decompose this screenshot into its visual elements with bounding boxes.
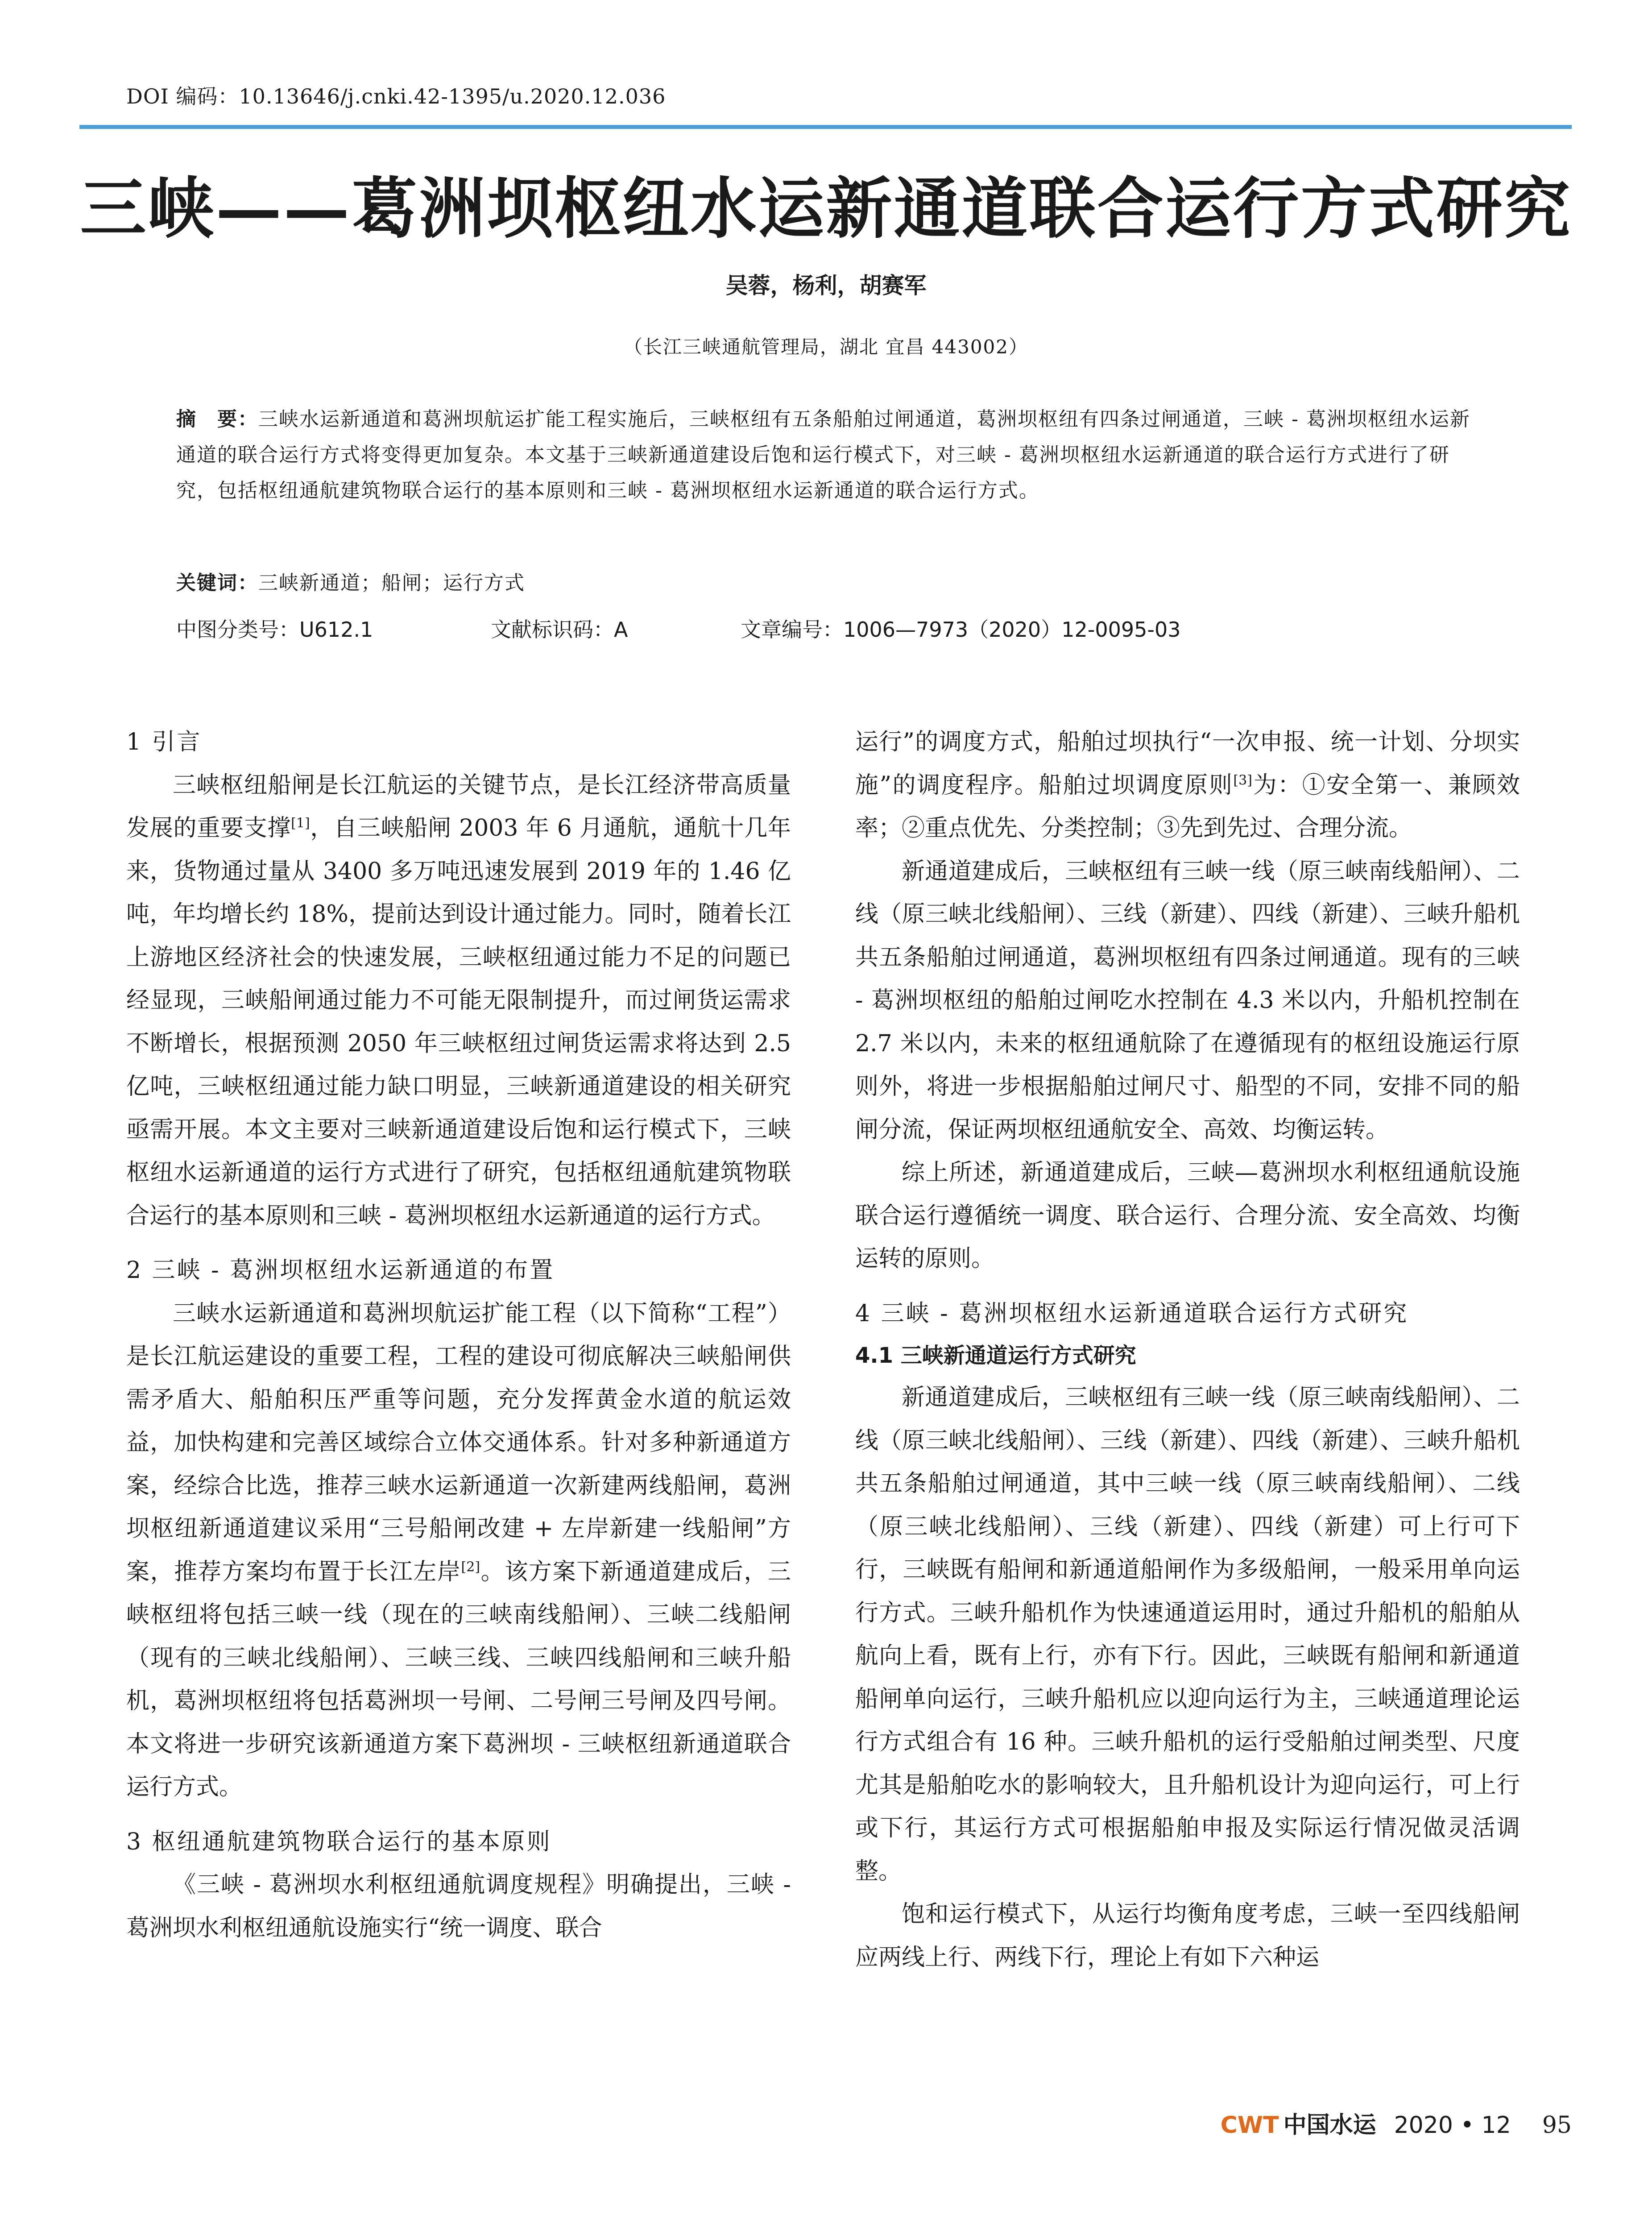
document-code: 文献标识码：A [491, 618, 628, 642]
page-number: 95 [1542, 2112, 1572, 2139]
citation-1: [1] [291, 815, 310, 831]
section-heading-2: 2 三峡 - 葛洲坝枢纽水运新通道的布置 [126, 1257, 555, 1284]
keywords-label: 关键词： [176, 572, 258, 594]
section-3-paragraph-3: 综上所述，新通道建成后，三峡—葛洲坝水利枢纽通航设施联合运行遵循统一调度、联合运行、合理分流、安全高效、均衡运转的原则。 [855, 1159, 1520, 1272]
page-footer [1221, 2106, 1572, 2140]
section-heading-1: 1 引言 [126, 729, 202, 755]
section-1-paragraph: 三峡枢纽船闸是长江航运的关键节点，是长江经济带高质量发展的重要支撑[1]，自三峡船闸 2003 年 6 月通航，通航十几年来，货物通过量从 3400 多万吨迅速发展到 2019 年的 1.46 亿吨，年均增长约 18%，提前达到设计通过能力。同时，随着长江上游地区经济社会的快速发展，三峡枢纽通过能力不足的问题已经显现，三峡船闸通过能力不可能无限制提升，而过闸货运需求不断增长，根据预测 2050 年三峡枢纽过闸货运需求将达到 2.5 亿吨，三峡枢纽通过能力缺口明显，三峡新通道建设的相关研究亟需开展。本文主要对三峡新通道建设后饱和运行模式下，三峡枢纽水运新通道的运行方式进行了研究，包括枢纽通航建筑物联合运行的基本原则和三峡 - 葛洲坝枢纽水运新通道的运行方式。 [126, 771, 791, 1229]
citation-2: [2] [461, 1559, 480, 1575]
abstract-label: 摘 要： [176, 408, 258, 431]
keywords [176, 567, 525, 595]
journal-name: 中国水运 [1283, 2111, 1376, 2139]
header-rule [79, 125, 1572, 129]
affiliation: （长江三峡通航管理局，湖北 宜昌 443002） [623, 336, 1029, 358]
section-3-paragraph-1: 《三峡 - 葛洲坝水利枢纽通航调度规程》明确提出，三峡 - 葛洲坝水利枢纽通航设施实行“统一调度、联合 [126, 1871, 791, 1941]
subsection-heading-4-1: 4.1 三峡新通道运行方式研究 [855, 1343, 1136, 1368]
issue-date: 2020 • 12 [1394, 2112, 1511, 2139]
section-2-paragraph: 三峡水运新通道和葛洲坝航运扩能工程（以下简称“工程”）是长江航运建设的重要工程，工程的建设可彻底解决三峡船闸供需矛盾大、船舶积压严重等问题，充分发挥黄金水道的航运效益，加快构建和完善区域综合立体交通体系。针对多种新通道方案，经综合比选，推荐三峡水运新通道一次新建两线船闸，葛洲坝枢纽新通道建议采用“三号船闸改建 + 左岸新建一线船闸”方案，推荐方案均布置于长江左岸[2]。该方案下新通道建成后，三峡枢纽将包括三峡一线（现在的三峡南线船闸）、三峡二线船闸（现有的三峡北线船闸）、三峡三线、三峡四线船闸和三峡升船机，葛洲坝枢纽将包括葛洲坝一号闸、二号闸三号闸及四号闸。本文将进一步研究该新通道方案下葛洲坝 - 三峡枢纽新通道联合运行方式。 [126, 1300, 791, 1800]
journal-logo: CWT [1220, 2112, 1279, 2139]
keywords-text: 三峡新通道；船闸；运行方式 [258, 572, 525, 594]
section-4-1-paragraph-2: 饱和运行模式下，从运行均衡角度考虑，三峡一至四线船闸应两线上行、两线下行，理论上有如下六种运 [855, 1901, 1520, 1971]
citation-3: [3] [1233, 772, 1252, 788]
section-4-1-paragraph-1: 新通道建成后，三峡枢纽有三峡一线（原三峡南线船闸）、二线（原三峡北线船闸）、三线（新建）、四线（新建）、三峡升船机共五条船舶过闸通道，其中三峡一线（原三峡南线船闸）、二线（原三峡北线船闸）、三线（新建）、四线（新建）可上行可下行，三峡既有船闸和新通道船闸作为多级船闸，一般采用单向运行方式。三峡升船机作为快速通道运用时，通过升船机的船舶从航向上看，既有上行，亦有下行。因此，三峡既有船闸和新通道船闸单向运行，三峡升船机应以迎向运行为主，三峡通道理论运行方式组合有 16 种。三峡升船机的运行受船舶过闸类型、尺度尤其是船舶吃水的影响较大，且升船机设计为迎向运行，可上行或下行，其运行方式可根据船舶申报及实际运行情况做灵活调整。 [855, 1384, 1520, 1885]
right-column [855, 721, 1520, 1979]
authors: 吴蓉，杨利，胡赛军 [725, 273, 927, 299]
section-3-paragraph-2: 新通道建成后，三峡枢纽有三峡一线（原三峡南线船闸）、二线（原三峡北线船闸）、三线（新建）、四线（新建）、三峡升船机共五条船舶过闸通道，葛洲坝枢纽有四条过闸通道。现有的三峡 - 葛洲坝枢纽的船舶过闸吃水控制在 4.3 米以内，升船机控制在 2.7 米以内，未来的枢纽通航除了在遵循现有的枢纽设施运行原则外，将进一步根据船舶过闸尺寸、船型的不同，安排不同的船闸分流，保证两坝枢纽通航安全、高效、均衡运转。 [855, 858, 1520, 1143]
article-number: 文章编号：1006—7973（2020）12-0095-03 [741, 618, 1181, 642]
section-heading-3: 3 枢纽通航建筑物联合运行的基本原则 [126, 1828, 552, 1855]
article-title: 三峡——葛洲坝枢纽水运新通道联合运行方式研究 [80, 170, 1572, 247]
clc-number: 中图分类号：U612.1 [176, 618, 373, 642]
left-column [126, 721, 791, 1949]
abstract [176, 402, 1483, 509]
doi-line: DOI 编码：10.13646/j.cnki.42-1395/u.2020.12.036 [126, 84, 666, 108]
section-3-paragraph-1-continued: 运行”的调度方式，船舶过坝执行“一次申报、统一计划、分坝实施”的调度程序。船舶过坝调度原则[3]为：①安全第一、兼顾效率；②重点优先、分类控制；③先到先过、合理分流。 [855, 729, 1520, 842]
section-heading-4: 4 三峡 - 葛洲坝枢纽水运新通道联合运行方式研究 [855, 1300, 1409, 1327]
abstract-text: 三峡水运新通道和葛洲坝航运扩能工程实施后，三峡枢纽有五条船舶过闸通道，葛洲坝枢纽有四条过闸通道，三峡 - 葛洲坝枢纽水运新通道的联合运行方式将变得更加复杂。本文基于三峡新通道建设后饱和运行模式下，对三峡 - 葛洲坝枢纽水运新通道的联合运行方式进行了研究，包括枢纽通航建筑物联合运行的基本原则和三峡 - 葛洲坝枢纽水运新通道的联合运行方式。 [176, 408, 1470, 502]
